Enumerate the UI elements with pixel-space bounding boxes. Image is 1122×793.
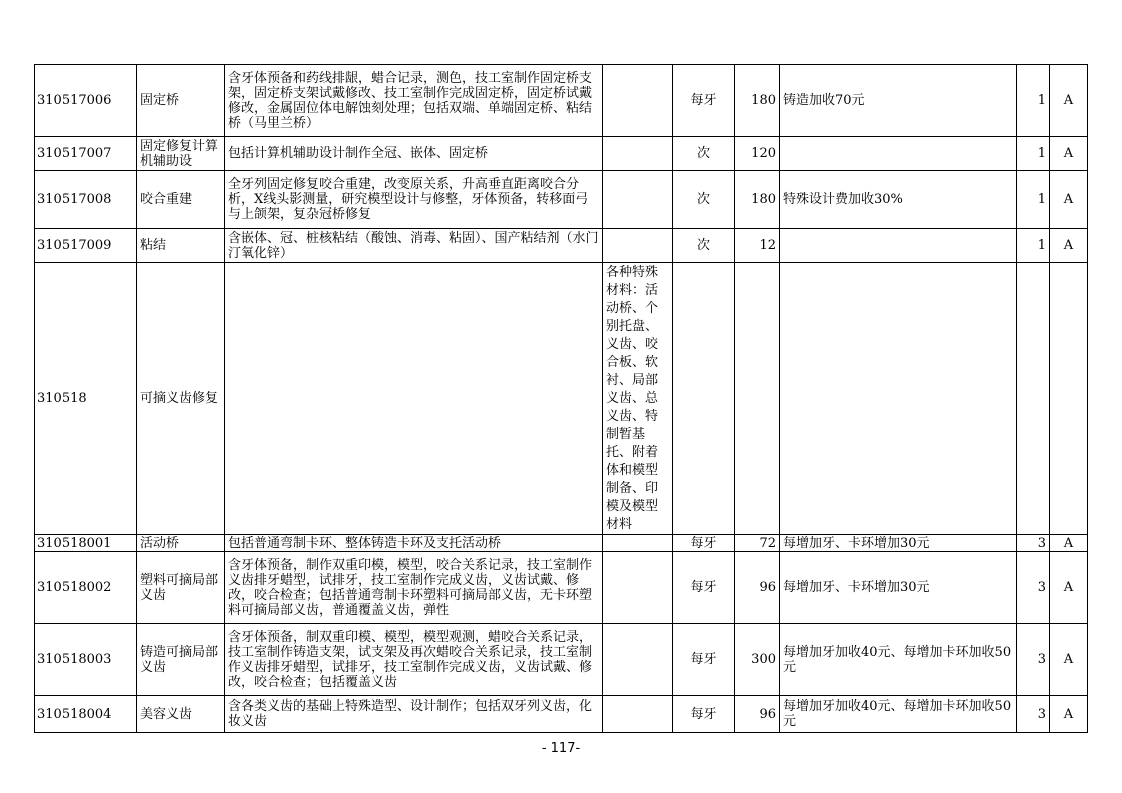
item-exclusion <box>603 137 673 171</box>
item-content: 包括计算机辅助设计制作全冠、嵌体、固定桥 <box>225 137 603 171</box>
item-exclusion: 各种特殊材料：活动桥、个别托盘、义齿、咬合板、软衬、局部义齿、总义齿、特制暂基托、附着体和模型制备、印模及模型材料 <box>603 263 673 535</box>
item-unit: 每牙 <box>673 535 735 552</box>
item-n: 3 <box>1017 535 1050 552</box>
item-note <box>780 263 1017 535</box>
item-n: 3 <box>1017 624 1050 696</box>
item-class <box>1050 263 1088 535</box>
item-class: A <box>1050 65 1088 137</box>
item-note: 每增加牙加收40元、每增加卡环加收50元 <box>780 624 1017 696</box>
item-note: 铸造加收70元 <box>780 65 1017 137</box>
item-price: 96 <box>735 696 780 733</box>
item-class: A <box>1050 171 1088 229</box>
item-unit: 次 <box>673 171 735 229</box>
item-name: 美容义齿 <box>137 696 225 733</box>
item-n: 3 <box>1017 696 1050 733</box>
item-note: 每增加牙加收40元、每增加卡环加收50元 <box>780 696 1017 733</box>
item-n: 3 <box>1017 552 1050 624</box>
fee-table <box>34 64 1088 733</box>
table-row <box>35 552 1088 624</box>
item-code: 310518002 <box>35 552 137 624</box>
item-content: 包括普通弯制卡环、整体铸造卡环及支托活动桥 <box>225 535 603 552</box>
item-content: 含牙体预备，制双重印模、模型，模型观测，蜡咬合关系记录，技工室制作铸造支架，试支架及再次蜡咬合关系记录，技工室制作义齿排牙蜡型，试排牙，技工室制作完成义齿，义齿试戴、修改，咬合检查；包括覆盖义齿 <box>225 624 603 696</box>
table-row <box>35 171 1088 229</box>
item-unit: 每牙 <box>673 624 735 696</box>
table-row <box>35 137 1088 171</box>
item-code: 310518001 <box>35 535 137 552</box>
table-row <box>35 65 1088 137</box>
item-class: A <box>1050 552 1088 624</box>
item-code: 310517007 <box>35 137 137 171</box>
item-note: 每增加牙、卡环增加30元 <box>780 552 1017 624</box>
item-class: A <box>1050 137 1088 171</box>
table-row <box>35 624 1088 696</box>
item-content: 含各类义齿的基础上特殊造型、设计制作；包括双牙列义齿，化妆义齿 <box>225 696 603 733</box>
item-exclusion <box>603 171 673 229</box>
item-unit: 每牙 <box>673 65 735 137</box>
table-row <box>35 263 1088 535</box>
item-name: 粘结 <box>137 229 225 263</box>
item-note <box>780 137 1017 171</box>
item-code: 310517008 <box>35 171 137 229</box>
item-name: 可摘义齿修复 <box>137 263 225 535</box>
item-exclusion <box>603 696 673 733</box>
item-content: 含牙体预备和药线排龈，蜡合记录，测色，技工室制作固定桥支架，固定桥支架试戴修改、技工室制作完成固定桥，固定桥试戴修改，金属固位体电解蚀刻处理；包括双端、单端固定桥、粘结桥（马里兰桥） <box>225 65 603 137</box>
item-name: 固定桥 <box>137 65 225 137</box>
item-n: 1 <box>1017 137 1050 171</box>
item-n <box>1017 263 1050 535</box>
item-exclusion <box>603 552 673 624</box>
item-name: 塑料可摘局部义齿 <box>137 552 225 624</box>
item-price: 300 <box>735 624 780 696</box>
item-unit: 每牙 <box>673 552 735 624</box>
item-content: 含牙体预备，制作双重印模，模型，咬合关系记录，技工室制作义齿排牙蜡型，试排牙，技工室制作完成义齿，义齿试戴、修改，咬合检查；包括普通弯制卡环塑料可摘局部义齿，无卡环塑料可摘局部义齿，普通覆盖义齿，弹性 <box>225 552 603 624</box>
item-note <box>780 229 1017 263</box>
item-price: 180 <box>735 65 780 137</box>
item-n: 1 <box>1017 229 1050 263</box>
item-class: A <box>1050 696 1088 733</box>
item-code: 310518 <box>35 263 137 535</box>
item-price: 120 <box>735 137 780 171</box>
item-n: 1 <box>1017 171 1050 229</box>
item-price: 180 <box>735 171 780 229</box>
item-unit: 每牙 <box>673 696 735 733</box>
item-content <box>225 263 603 535</box>
item-content: 全牙列固定修复咬合重建，改变原关系，升高垂直距离咬合分析，X线头影测量，研究模型设计与修整，牙体预备，转移面弓与上颌架，复杂冠桥修复 <box>225 171 603 229</box>
item-exclusion <box>603 229 673 263</box>
item-name: 咬合重建 <box>137 171 225 229</box>
item-code: 310518004 <box>35 696 137 733</box>
item-unit: 次 <box>673 229 735 263</box>
item-exclusion <box>603 65 673 137</box>
item-code: 310518003 <box>35 624 137 696</box>
item-class: A <box>1050 535 1088 552</box>
page-number: - 117- <box>541 741 581 756</box>
item-code: 310517006 <box>35 65 137 137</box>
item-price: 72 <box>735 535 780 552</box>
item-note: 每增加牙、卡环增加30元 <box>780 535 1017 552</box>
item-exclusion <box>603 535 673 552</box>
item-name: 固定修复计算机辅助设 <box>137 137 225 171</box>
table-row <box>35 229 1088 263</box>
item-n: 1 <box>1017 65 1050 137</box>
item-class: A <box>1050 624 1088 696</box>
item-price: 96 <box>735 552 780 624</box>
item-note: 特殊设计费加收30% <box>780 171 1017 229</box>
item-unit: 次 <box>673 137 735 171</box>
item-code: 310517009 <box>35 229 137 263</box>
item-content: 含嵌体、冠、桩核粘结（酸蚀、消毒、粘固）、国产粘结剂（水门汀氧化锌） <box>225 229 603 263</box>
item-price: 12 <box>735 229 780 263</box>
table-row <box>35 535 1088 552</box>
item-unit <box>673 263 735 535</box>
item-class: A <box>1050 229 1088 263</box>
item-price <box>735 263 780 535</box>
table-row <box>35 696 1088 733</box>
item-name: 铸造可摘局部义齿 <box>137 624 225 696</box>
item-name: 活动桥 <box>137 535 225 552</box>
item-exclusion <box>603 624 673 696</box>
